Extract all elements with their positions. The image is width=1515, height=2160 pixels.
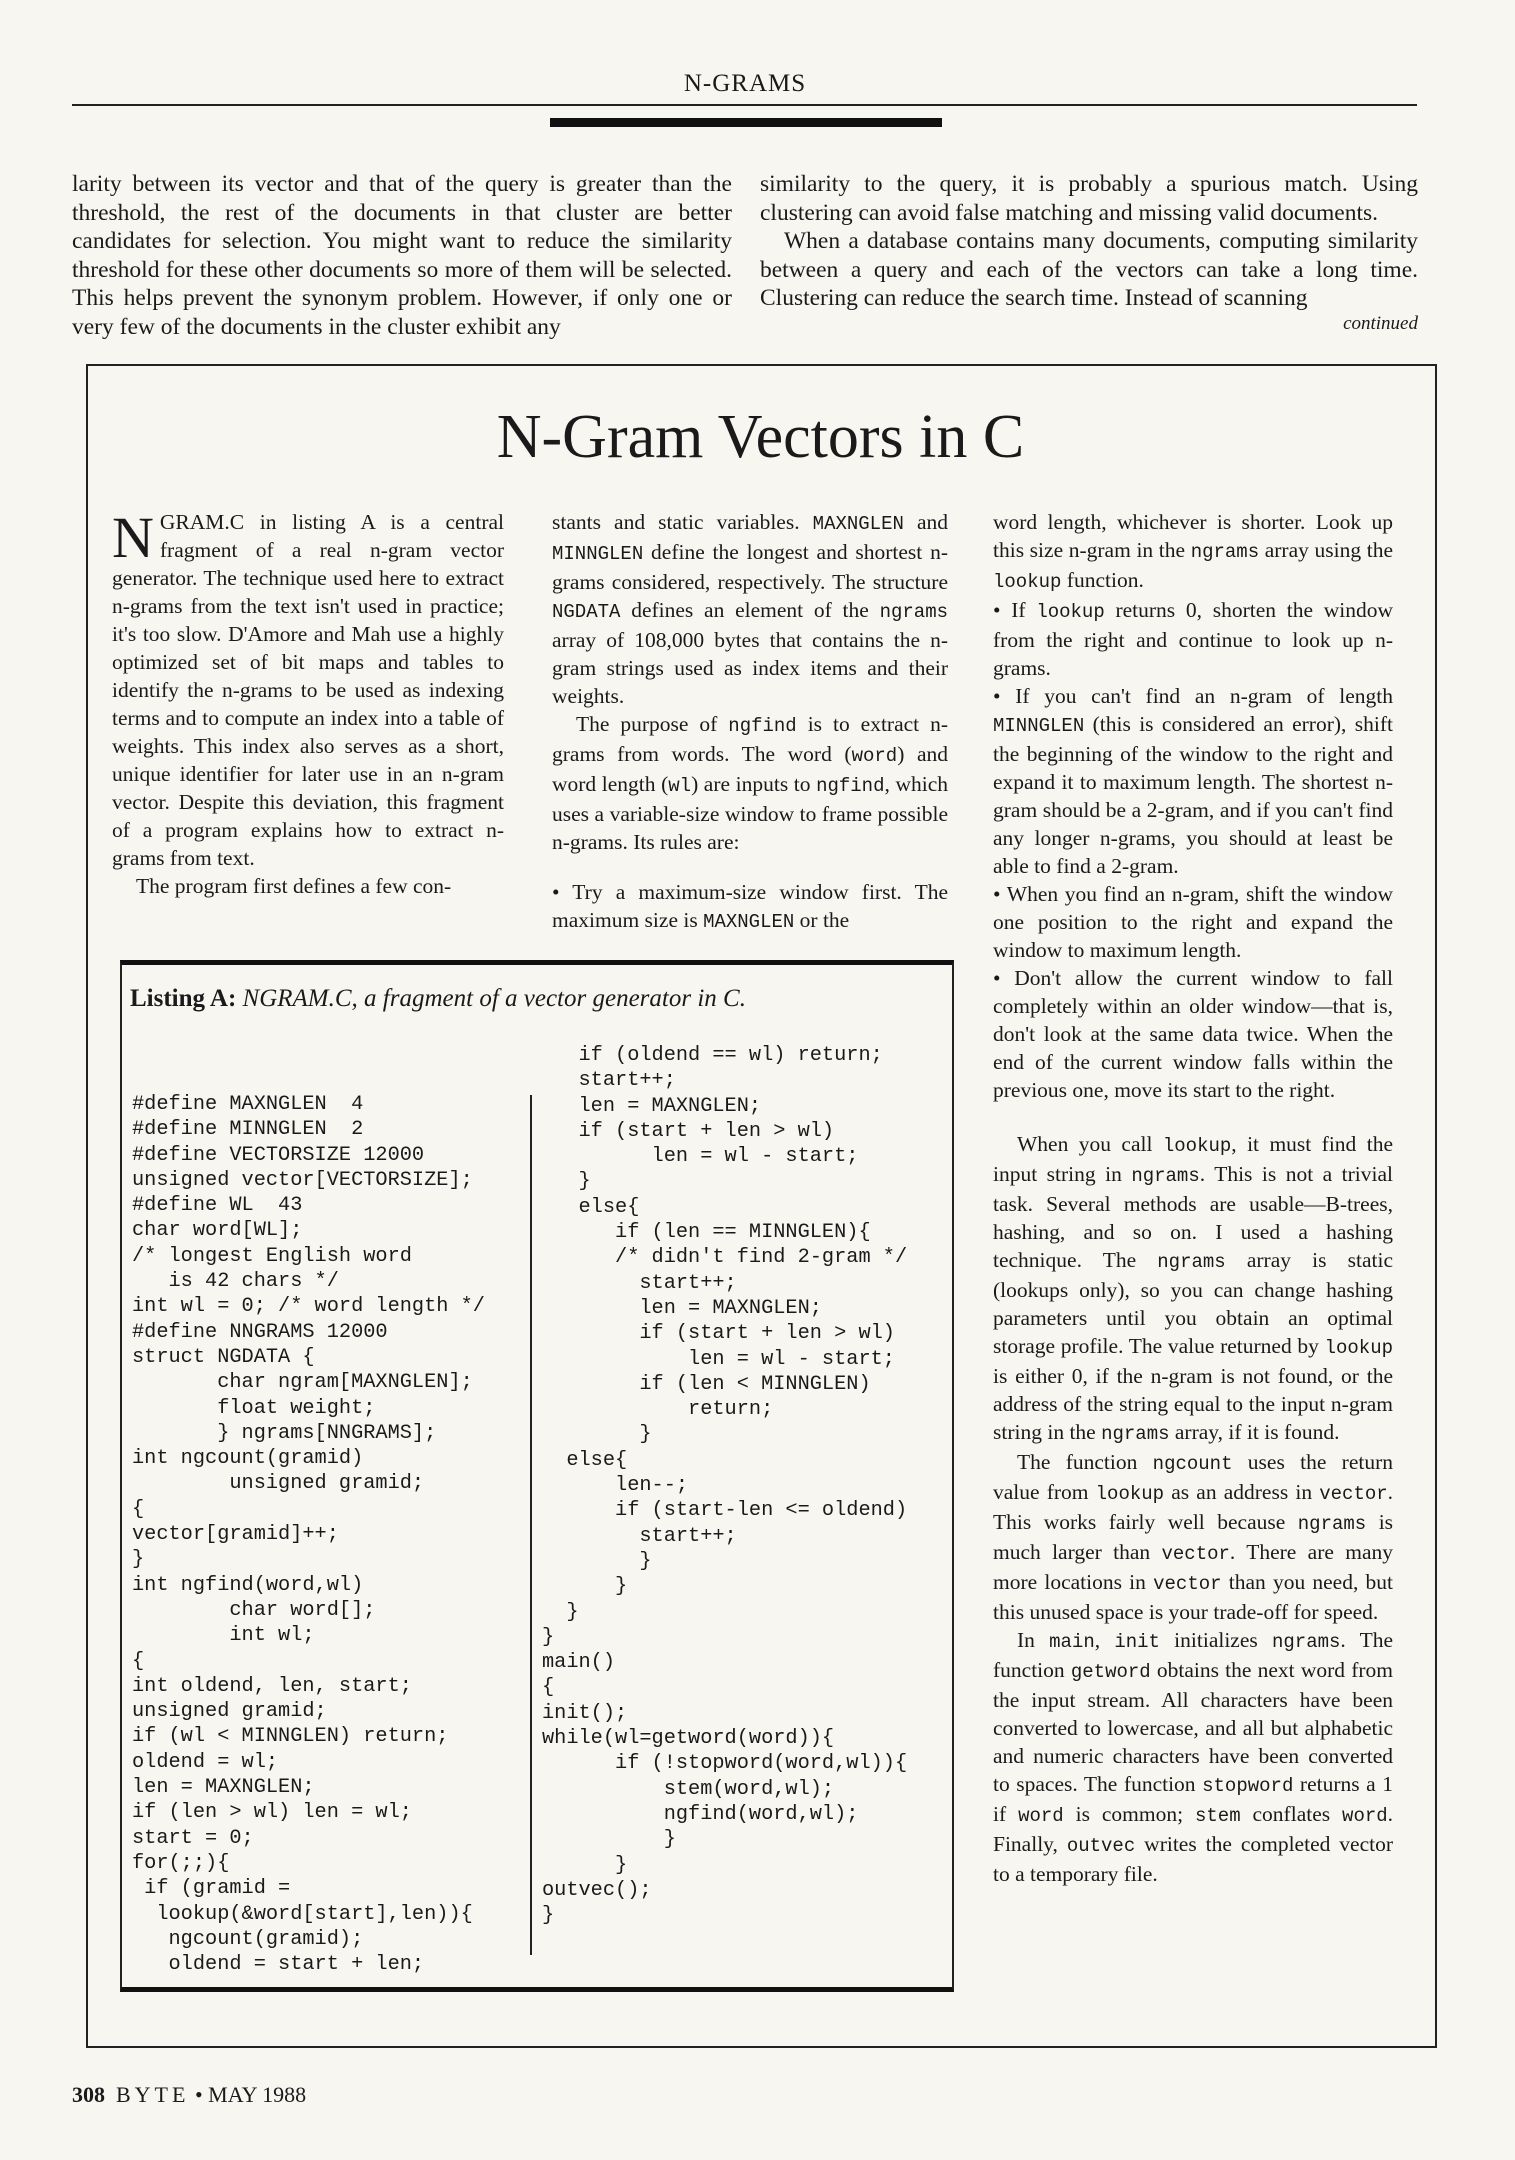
col1-text: GRAM.C in listing A is a central fragment of a real n-gram vector generator. The technique used here to extract n-grams from the text isn't used in practice; it's too slow. D'Amore and Mah use a highly optimized set of bit maps and tables to identify the n-grams to be used as indexing terms and to compute an index into a table of weights. This index also serves as a short, unique identifier for later use in an n-gram vector. Despite this deviation, this fragment of a program explains how to extract n-grams from text. [112, 510, 504, 870]
sidebar-column-3 [993, 508, 1393, 1888]
sidebar-column-2 [552, 508, 948, 936]
listing-code-right: if (oldend == wl) return; start++; len = MAXNGLEN; if (start + len > wl) len = wl - start; } else{ if (len == MINNGLEN){ /* didn't find 2-gram */ start++; len = MAXNGLEN; if (start + len > wl) len = wl - start; if (len < MINNGLEN) return; } else{ len--; if (start-len <= oldend) start++; } } } } main() { init(); while(wl=getword(word)){ if (!stopword(word,wl)){ stem(word,wl); ngfind(word,wl); } } outvec(); } [542, 1044, 908, 1928]
sidebar-col1-paragraph-1 [112, 505, 504, 872]
header-rule [72, 104, 1417, 106]
issue-date: MAY 1988 [208, 2082, 307, 2107]
sidebar-col2-bullet-1: • Try a maximum-size window first. The maximum size is MAXNGLEN or the [552, 880, 948, 933]
sidebar-col3-bullet-5: • Don't allow the current window to fall completely within an older window—that is, don't look at the same data twice. When the end of the current window falls within the previous one, move its start to the right. [993, 966, 1393, 1102]
intro-left-column [72, 170, 732, 341]
running-header: N-GRAMS [683, 70, 807, 97]
page-number: 308 [72, 2082, 105, 2107]
header-bar [550, 118, 942, 127]
intro-right-column [760, 170, 1418, 313]
listing-title [130, 985, 746, 1013]
sidebar-col2-paragraph-2: The purpose of ngfind is to extract n-grams from words. The word (word) and word length (wl) are inputs to ngfind, which uses a variable-size window to frame possible n-grams. Its rules are: [552, 712, 949, 854]
listing-caption: NGRAM.C, a fragment of a vector generator in C. [242, 985, 746, 1012]
sidebar-title: N-Gram Vectors in C [496, 403, 1025, 471]
listing-code-left: #define MAXNGLEN 4 #define MINNGLEN 2 #define VECTORSIZE 12000 unsigned vector[VECTORSIZE]; #define WL 43 char word[WL]; /* longest English word is 42 chars */ int wl = 0; /* word length */ #define NNGRAMS 12000 struct NGDATA { char ngram[MAXNGLEN]; float weight; } ngrams[NNGRAMS]; int ngcount(gramid) unsigned gramid; { vector[gramid]++; } int ngfind(word,wl) char word[]; int wl; { int oldend, len, start; unsigned gramid; if (wl < MINNGLEN) return; oldend = wl; len = MAXNGLEN; if (len > wl) len = wl; start = 0; for(;;){ if (gramid = lookup(&word[start],len)){ ngcount(gramid); oldend = start + len; [132, 1093, 485, 1977]
sidebar-col3-bullet-3: • If you can't find an n-gram of length MINNGLEN (this is considered an error), shift the beginning of the window to the right and expand it to maximum length. The shortest n-gram should be a 2-gram, and if you can't find any longer n-grams, you should at least be able to find a 2-gram. [993, 684, 1394, 878]
magazine-name: BYTE [116, 2082, 190, 2107]
sidebar-col3-paragraph-1: When you call lookup, it must find the input string in ngrams. This is not a trivial task. Several methods are usable—B-trees, hashing, and so on. I used a hashing technique. The ngrams array is static (lookups only), so you can change hashing parameters until you obtain an optimal storage profile. The value returned by lookup is either 0, if the n-gram is not found, or the address of the string equal to the input n-gram string in the ngrams array, if it is found. [993, 1132, 1394, 1445]
continued-label: continued [1343, 313, 1418, 334]
intro-right-paragraph-2: When a database contains many documents, computing similarity between a query and each of the vectors can take a long time. Clustering can reduce the search time. Instead of scanning [760, 228, 1418, 311]
footer-separator: • [194, 2082, 203, 2107]
sidebar-col3-paragraph-2: The function ngcount uses the return value from lookup as an address in vector. This works fairly well because ngrams is much larger than vector. There are many more locations in vector than you need, but this unused space is your trade-off for speed. [993, 1450, 1394, 1624]
sidebar-column-1 [112, 505, 504, 900]
intro-left-paragraph: larity between its vector and that of the query is greater than the threshold, the rest of the documents in that cluster are better candidates for selection. You might want to reduce the similarity threshold for these other documents so more of them will be selected. This helps prevent the synonym problem. However, if only one or very few of the documents in the cluster exhibit any [72, 171, 732, 340]
sidebar-col3-bullet-2: • If lookup returns 0, shorten the window from the right and continue to look up n-grams. [993, 598, 1394, 680]
sidebar-col2-paragraph-1: stants and static variables. MAXNGLEN and MINNGLEN define the longest and shortest n-grams considered, respectively. The structure NGDATA defines an element of the ngrams array of 108,000 bytes that contains the n-gram strings used as index items and their weights. [552, 510, 949, 708]
listing-label: Listing A: [130, 985, 237, 1012]
intro-right-paragraph-1: similarity to the query, it is probably a spurious match. Using clustering can avoid false matching and missing valid documents. [760, 171, 1418, 226]
sidebar-col3-bullet-4: • When you find an n-gram, shift the window one position to the right and expand the window to maximum length. [993, 882, 1393, 962]
sidebar-col3-bullet-1-cont: word length, whichever is shorter. Look up this size n-gram in the ngrams array using the lookup function. [993, 510, 1393, 593]
listing-divider [530, 1095, 532, 1955]
sidebar-col1-paragraph-2: The program first defines a few con- [136, 874, 452, 898]
page-footer [72, 2082, 306, 2108]
drop-cap: N [112, 505, 154, 570]
sidebar-col3-paragraph-3: In main, init initializes ngrams. The function getword obtains the next word from the input stream. All characters have been converted to lowercase, and all but alphabetic and numeric characters have been converted to spaces. The function stopword returns a 1 if word is common; stem conflates word. Finally, outvec writes the completed vector to a temporary file. [993, 1628, 1394, 1886]
